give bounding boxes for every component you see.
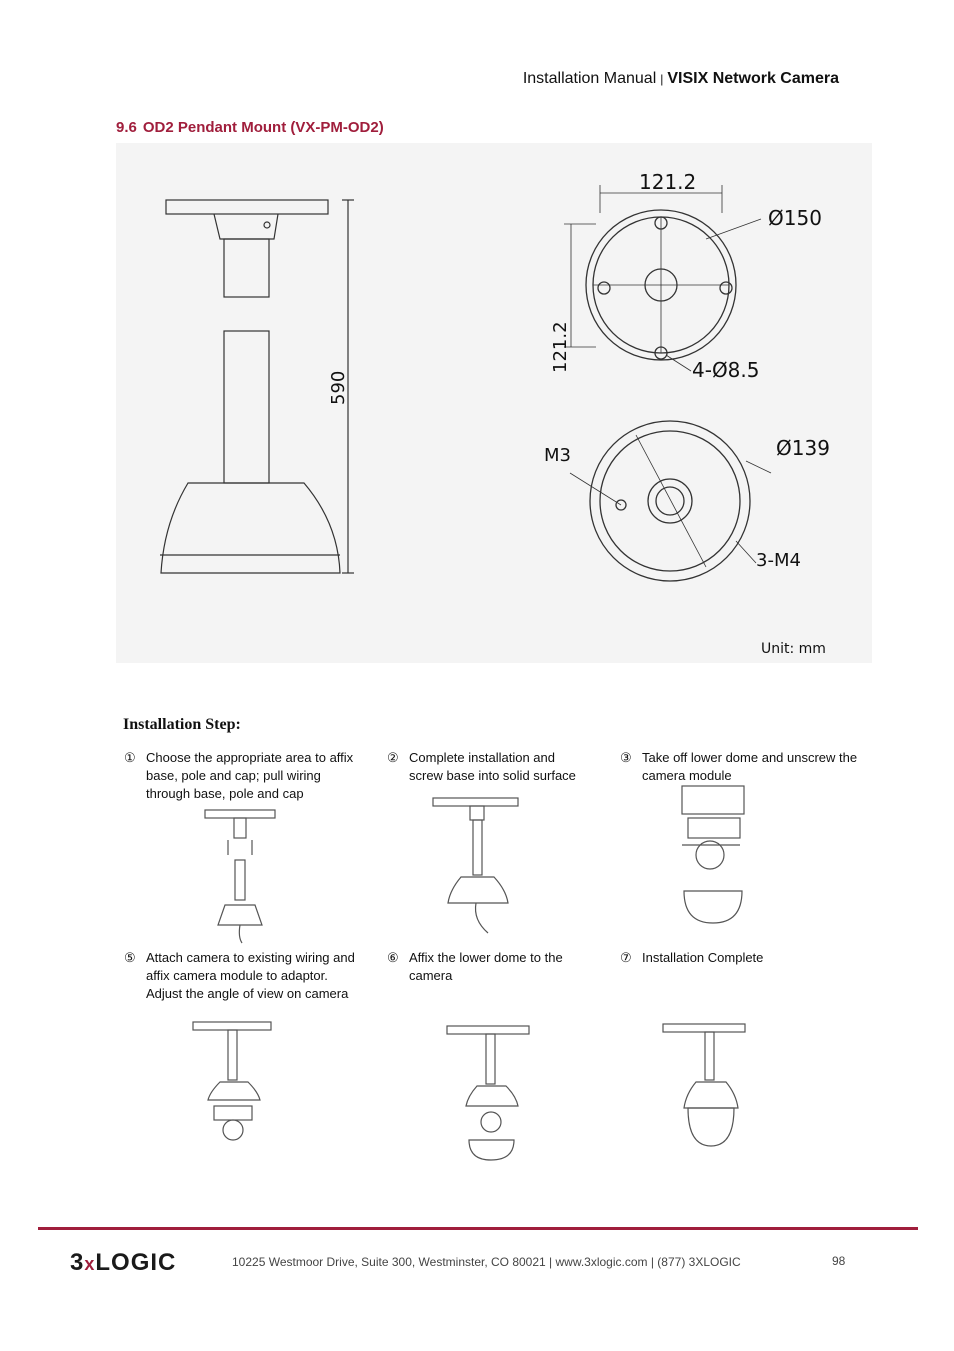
dim-height-label: 590 (328, 370, 349, 405)
header-separator: | (660, 72, 664, 86)
dim-top-diameter-label: Ø150 (768, 206, 822, 230)
footer-divider (38, 1227, 918, 1230)
dome-bottom-view (570, 421, 771, 581)
dim-bottom-diameter-label: Ø139 (776, 436, 830, 460)
step-7 (620, 949, 763, 967)
section-title: OD2 Pendant Mount (VX-PM-OD2) (142, 119, 384, 136)
plate-top-view (564, 185, 761, 371)
step-3 (620, 749, 857, 785)
step-line: camera (409, 968, 453, 983)
step-5-illustration (190, 1018, 290, 1158)
step-2 (387, 749, 576, 785)
step-line: Take off lower dome and unscrew the (642, 750, 858, 765)
pendant-housing (161, 483, 340, 573)
dim-side-height-label: 121.2 (550, 321, 571, 373)
page-header (523, 70, 839, 88)
step-number: ⑥ (387, 950, 399, 965)
step-line: Attach camera to existing wiring and (146, 950, 355, 965)
step-line: Adjust the angle of view on camera (146, 986, 349, 1001)
step-line: Choose the appropriate area to affix (146, 750, 354, 765)
step-number: ⑦ (620, 950, 632, 965)
mount-base-plate (166, 200, 328, 214)
dim-m4-label: 3-M4 (756, 550, 801, 571)
step-line: affix camera module to adaptor. (146, 968, 328, 983)
logo-text-3: 3 (70, 1249, 85, 1276)
step-line: base, pole and cap; pull wiring (146, 768, 321, 783)
step-number: ② (387, 750, 399, 765)
dimension-drawing (116, 143, 872, 663)
step-number: ③ (620, 750, 632, 765)
dim-top-width-label: 121.2 (639, 170, 697, 194)
footer-address: 10225 Westmoor Drive, Suite 300, Westminster, CO 80021 | www.3xlogic.com | (877) 3XLOGIC (232, 1255, 741, 1269)
company-logo (70, 1249, 176, 1277)
unit-label: Unit: mm (761, 641, 826, 657)
step-line: Installation Complete (642, 950, 764, 965)
step-7-illustration (660, 1020, 760, 1160)
pendant-side-view (160, 200, 354, 573)
section-heading (116, 119, 384, 136)
logo-text-x: x (84, 1254, 96, 1274)
step-5 (124, 949, 355, 1003)
step-3-illustration (670, 783, 770, 933)
step-2-illustration (428, 795, 528, 935)
step-number: ① (124, 750, 136, 765)
step-6 (387, 949, 563, 985)
step-1 (124, 749, 353, 803)
dim-m3-label: M3 (544, 445, 571, 466)
step-line: through base, pole and cap (146, 786, 304, 801)
dim-holes-label: 4-Ø8.5 (692, 358, 760, 382)
pole-lower (224, 331, 269, 483)
step-line: Complete installation and (409, 750, 555, 765)
logo-text-logic: LOGIC (95, 1249, 177, 1276)
step-line: Affix the lower dome to the (409, 950, 563, 965)
manual-label: Installation Manual (522, 70, 657, 87)
pole-upper (224, 239, 269, 297)
step-number: ⑤ (124, 950, 136, 965)
dimension-drawing-svg (116, 143, 872, 663)
step-1-illustration (190, 805, 290, 945)
installation-steps-title: Installation Step: (123, 716, 241, 733)
step-6-illustration (444, 1022, 544, 1162)
product-label: VISIX Network Camera (667, 70, 839, 87)
mount-flange (214, 214, 278, 239)
step-line: screw base into solid surface (409, 768, 576, 783)
page-number: 98 (832, 1254, 846, 1268)
section-number: 9.6 (116, 119, 137, 136)
step-line: camera module (642, 768, 732, 783)
